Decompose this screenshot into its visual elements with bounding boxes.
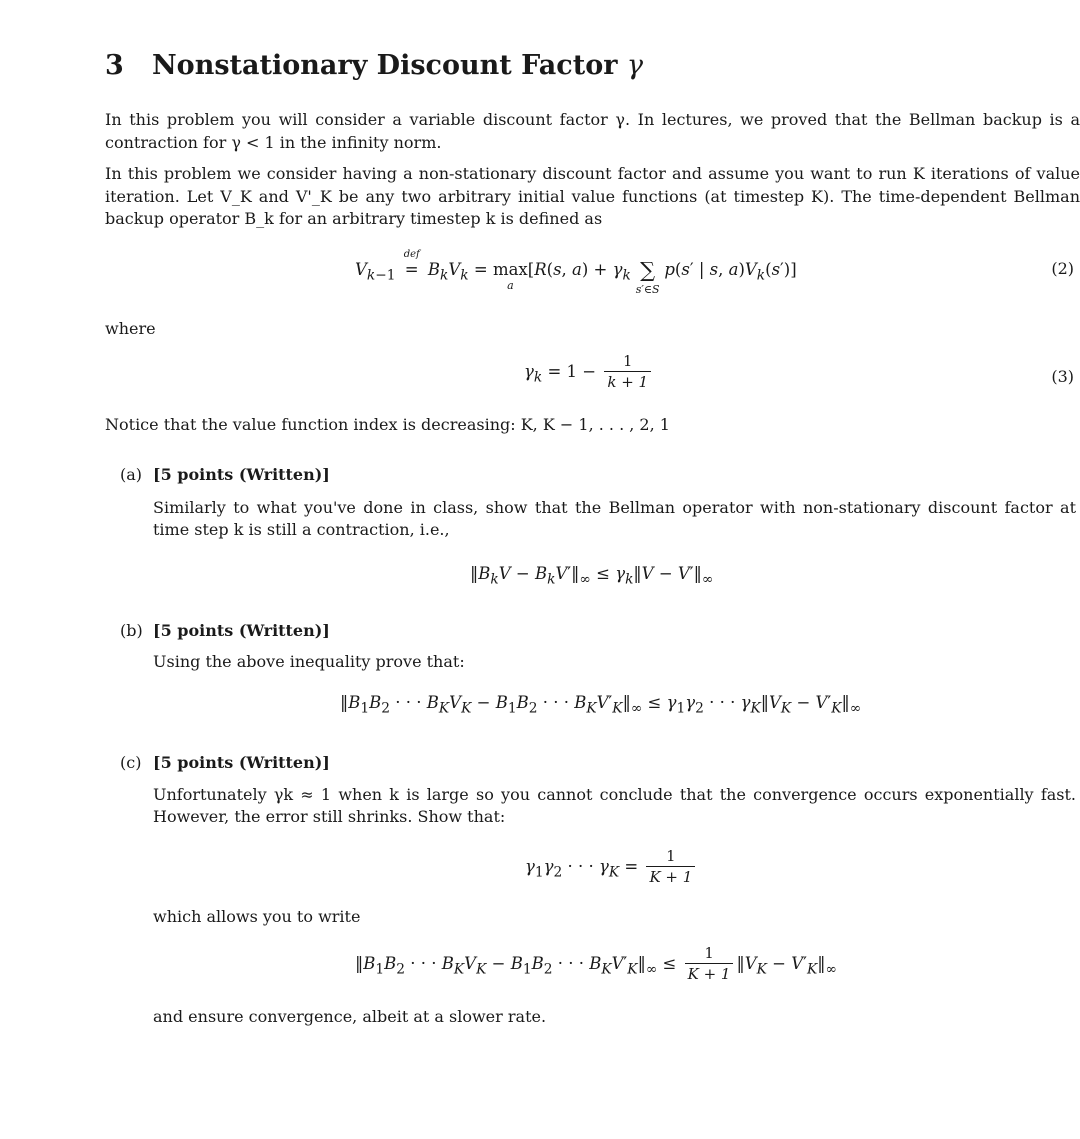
part-a-body xyxy=(153,497,1076,541)
part-c-text-3: and ensure convergence, albeit at a slower rate. xyxy=(153,1007,547,1026)
intro-text-1: In this problem you will consider a variable discount factor γ. In lectures, we proved that the Bellman backup is a contraction for γ < 1 in the infinity norm. xyxy=(105,110,1080,152)
part-c-ineq-frac-den: K + 1 xyxy=(687,965,731,983)
equation-3-number: (3) xyxy=(1051,367,1074,386)
part-c-product-equation: $\gamma_1\gamma_2$ · · · $\gamma_K$ = $\frac{1}{K + 1}$ xyxy=(525,848,698,887)
part-c-frac-num: 1 xyxy=(646,848,695,867)
notice-text: Notice that the value function index is decreasing: K, K − 1, . . . , 2, 1 xyxy=(105,415,670,434)
sum-subscript: s′∈S xyxy=(635,283,660,296)
part-a-text: Similarly to what you've done in class, show that the Bellman operator with non-stationary discount factor at time step k is still a contraction, i.e., xyxy=(153,498,1076,539)
section-number: 3 xyxy=(105,50,124,81)
part-c-label: (c) xyxy=(120,753,142,772)
equation-3: $\gamma_k = 1$ − $\frac{1}{k + 1}$ xyxy=(524,353,654,392)
part-c-fraction xyxy=(646,848,695,887)
part-b-inequality: $‖B_1B_2$ · · · $B_KV_K - B_1B_2$ · · · $B_KV'_K‖_\infty \le \gamma_1\gamma_2$ · · · $\gamma_K‖V_K$ − $V'_K‖_\infty$ xyxy=(340,693,862,717)
part-c-inequality: $‖B_1B_2$ · · · $B_KV_K - B_1B_2$ · · · $B_KV'_K‖_\infty$ ≤ $\frac{1}{K + 1}$ $‖V_K$ − $V'_K‖_\infty$ xyxy=(355,946,837,983)
part-b-text: Using the above inequality prove that: xyxy=(153,652,465,671)
intro-paragraph-2 xyxy=(105,163,1080,231)
equation-2-number: (2) xyxy=(1051,259,1074,278)
def-label: def xyxy=(403,249,420,260)
part-a-inequality: $‖B_kV$ − $B_kV'‖_\infty$ ≤ $\gamma_k‖V$ − $V'‖_\infty$ xyxy=(470,564,714,588)
eq3-fraction xyxy=(604,353,651,392)
part-b-label: (b) xyxy=(120,621,143,640)
part-b-points: [5 points (Written)] xyxy=(153,621,330,640)
part-c-body xyxy=(153,784,1076,828)
max-subscript: a xyxy=(507,279,514,292)
part-a-points: [5 points (Written)] xyxy=(153,465,330,484)
part-c-frac-den: K + 1 xyxy=(649,868,693,886)
intro-paragraph-1 xyxy=(105,109,1080,154)
part-c-ineq-fraction xyxy=(685,945,734,984)
part-c-text-2: which allows you to write xyxy=(153,907,361,926)
part-c-points: [5 points (Written)] xyxy=(153,753,330,772)
part-a-label: (a) xyxy=(120,465,143,484)
section-title-symbol: γ xyxy=(626,50,643,81)
eq3-numerator: 1 xyxy=(604,353,651,372)
section-title xyxy=(105,50,643,81)
section-title-text: Nonstationary Discount Factor xyxy=(152,50,618,81)
def-equals: def = xyxy=(403,249,420,279)
part-c-ineq-frac-num: 1 xyxy=(685,945,734,964)
intro-text-2: In this problem we consider having a non-stationary discount factor and assume you want to run K iterations of value iteration. Let V_K and V'_K be any two arbitrary initial value functions (at timestep K). The time-dependent Bellman backup operator B_k for an arbitrary timestep k is defined as xyxy=(105,164,1080,228)
part-b-body xyxy=(153,651,1076,673)
where-text: where xyxy=(105,319,156,338)
eq3-denominator: k + 1 xyxy=(607,373,649,391)
part-c-text: Unfortunately γk ≈ 1 when k is large so you cannot conclude that the convergence occurs exponentially fast. However, the error still shrinks. Show that: xyxy=(153,785,1076,826)
equation-2: $V_{k-1}$ def = $B_kV_k = \max$ a [R(s, $a) + \gamma_k$ ∑ s′∈S p(s′ | s, $a)V_k(s')$] xyxy=(355,249,797,296)
